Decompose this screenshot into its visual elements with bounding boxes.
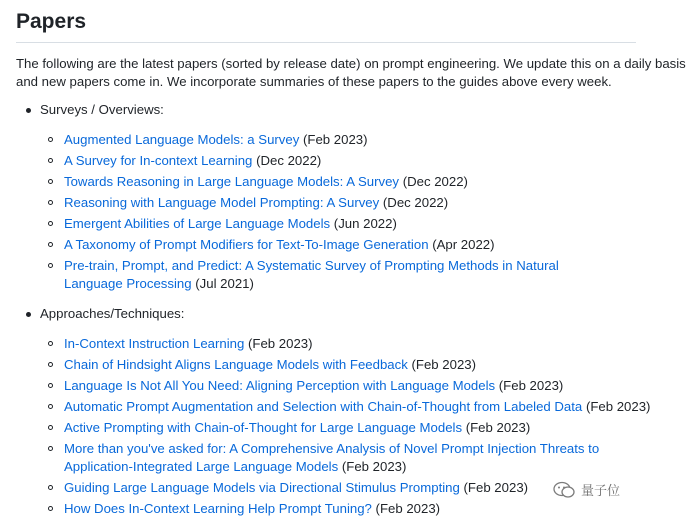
section-label: Approaches/Techniques: [40,306,185,321]
paper-link[interactable]: Augmented Language Models: a Survey [64,132,300,147]
list-item [40,398,651,416]
paper-link[interactable]: In-Context Instruction Learning [64,336,245,351]
paper-link[interactable]: Automatic Prompt Augmentation and Selection with Chain-of-Thought from Labeled Data [64,399,583,414]
paper-link[interactable]: A Taxonomy of Prompt Modifiers for Text-To-Image Generation [64,237,429,252]
paper-link[interactable]: Emergent Abilities of Large Language Models [64,216,331,231]
paper-link[interactable]: Language Is Not All You Need: Aligning Perception with Language Models [64,378,496,393]
paper-date: (Feb 2023) [585,399,651,414]
paper-date: (Dec 2022) [256,153,322,168]
page-title: Papers [16,0,636,43]
paper-date: (Feb 2023) [498,378,564,393]
intro-line-1: The following are the latest papers (sorted by release date) on prompt engineering. We update this on a daily basis [16,56,686,71]
list-item [40,215,636,233]
paper-date: (Feb 2023) [463,480,529,495]
list-item [40,440,609,476]
list-item [40,356,636,374]
paper-date: (Feb 2023) [411,357,477,372]
paper-date: (Dec 2022) [402,174,468,189]
paper-date: (Feb 2023) [303,132,368,147]
paper-link[interactable]: Guiding Large Language Models via Directional Stimulus Prompting [64,480,460,495]
list-item [40,194,636,212]
intro-line-2: and new papers come in. We incorporate summaries of these papers to the guides above every week. [16,74,612,89]
wechat-icon [553,481,575,499]
list-item [40,419,636,437]
paper-list [40,131,636,293]
list-item [40,479,636,497]
paper-date: (Dec 2022) [382,195,449,210]
section-list [16,101,651,518]
section-approaches [16,305,651,518]
section-surveys [16,101,636,293]
list-item [40,500,636,518]
list-item [40,335,636,353]
paper-list [40,335,651,518]
paper-link[interactable]: A Survey for In-context Learning [64,153,253,168]
section-label: Surveys / Overviews: [40,102,164,117]
paper-link[interactable]: Reasoning with Language Model Prompting: A Survey [64,195,380,210]
watermark-text: 量子位 [580,483,620,498]
intro-paragraph [16,55,686,91]
list-item [40,257,609,293]
paper-date: (Feb 2023) [375,501,441,516]
paper-date: (Feb 2023) [465,420,531,435]
paper-link[interactable]: Towards Reasoning in Large Language Models: A Survey [64,174,400,189]
paper-date: (Jun 2022) [333,216,397,231]
paper-link[interactable]: Pre-train, Prompt, and Predict: A Systematic Survey of Prompting Methods in Natural Language Processing [64,258,559,291]
list-item [40,131,636,149]
list-item [40,377,636,395]
paper-link[interactable]: More than you've asked for: A Comprehensive Analysis of Novel Prompt Injection Threats to Application-Integrated Large Language Models [64,441,600,474]
paper-date: (Apr 2022) [432,237,495,252]
readme-content [16,0,686,530]
paper-link[interactable]: How Does In-Context Learning Help Prompt Tuning? [64,501,372,516]
paper-date: (Feb 2023) [341,459,407,474]
list-item [40,236,636,254]
list-item [40,173,636,191]
paper-date: (Feb 2023) [248,336,313,351]
paper-link[interactable]: Chain of Hindsight Aligns Language Models with Feedback [64,357,408,372]
watermark [553,480,620,499]
paper-link[interactable]: Active Prompting with Chain-of-Thought for Large Language Models [64,420,463,435]
list-item [40,152,636,170]
paper-date: (Jul 2021) [195,276,254,291]
